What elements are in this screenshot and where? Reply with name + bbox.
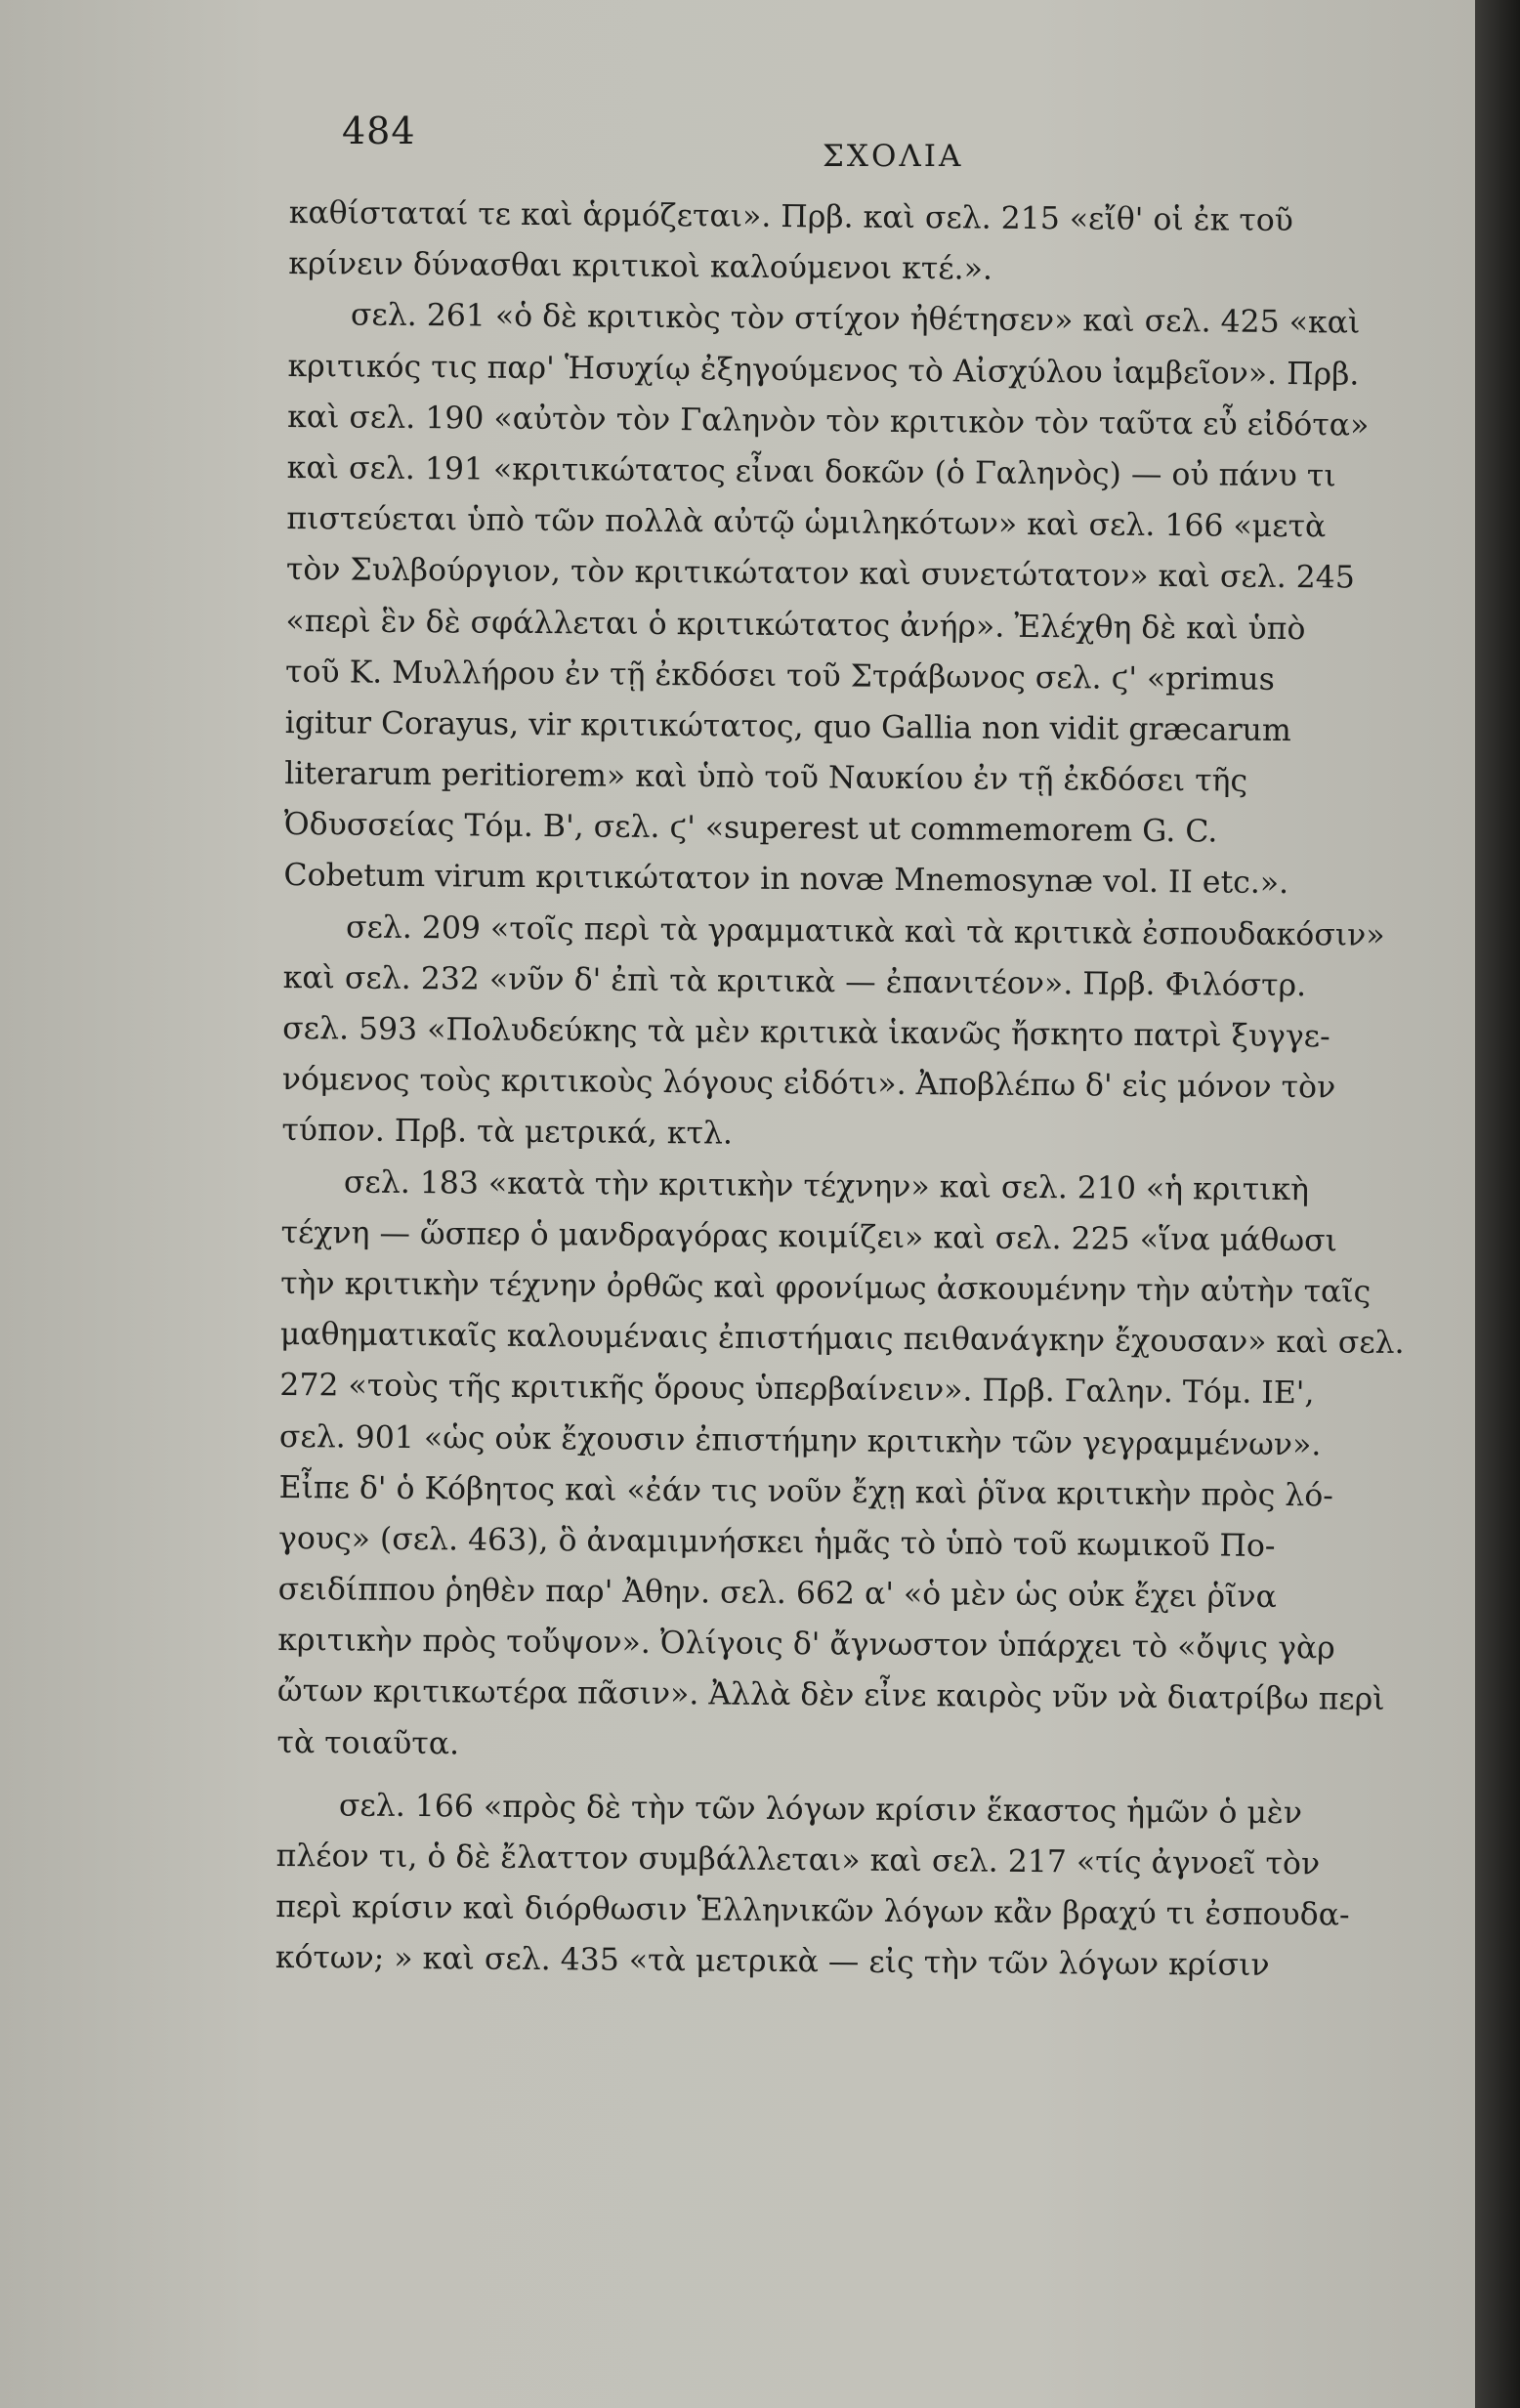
scan-edge xyxy=(1475,0,1520,2408)
text-line: κότων; » καὶ σελ. 435 «τὰ μετρικὰ — εἰς τὴν τῶν λόγων κρίσιν xyxy=(274,1940,1270,1984)
text-line: καθίσταταί τε καὶ ἁρμόζεται». Πρβ. καὶ σελ. 215 «εἴθ' οἱ ἐκ τοῦ xyxy=(288,194,1294,239)
page-header xyxy=(0,109,1475,178)
text-line: σελ. 209 «τοῖς περὶ τὰ γραμματικὰ καὶ τὰ κριτικὰ ἐσπουδακόσιν» xyxy=(345,909,1385,953)
text-line: κριτικός τις παρ' Ἡσυχίῳ ἐξηγούμενος τὸ Αἰσχύλου ἰαμβεῖον». Πρβ. xyxy=(287,348,1360,393)
text-line: σελ. 901 «ὡς οὐκ ἔχουσιν ἐπιστήμην κριτικὴν τῶν γεγραμμένων». xyxy=(278,1418,1322,1462)
text-line: literarum peritiorem» καὶ ὑπὸ τοῦ Ναυκίου ἐν τῇ ἐκδόσει τῆς xyxy=(284,756,1248,799)
text-line: μαθηματικαῖς καλουμέναις ἐπιστήμαις πειθανάγκην ἔχουσαν» καὶ σελ. xyxy=(279,1317,1405,1362)
text-line: κριτικὴν πρὸς τοὔψον». Ὀλίγοις δ' ἄγνωστον ὑπάρχει τὸ «ὄψις γὰρ xyxy=(277,1623,1335,1667)
running-head: ΣΧΟΛΙΑ xyxy=(823,139,964,174)
text-line: σελ. 166 «πρὸς δὲ τὴν τῶν λόγων κρίσιν ἕκαστος ἡμῶν ὁ μὲν xyxy=(338,1788,1303,1832)
text-line: τὰ τοιαῦτα. xyxy=(276,1724,460,1762)
text-line: Εἶπε δ' ὁ Κόβητος καὶ «ἐάν τις νοῦν ἔχῃ καὶ ῥῖνα κριτικὴν πρὸς λό- xyxy=(278,1469,1334,1514)
text-line: τὴν κριτικὴν τέχνην ὀρθῶς καὶ φρονίμως ἀσκουμένην τὴν αὐτὴν ταῖς xyxy=(280,1265,1372,1310)
text-line: γους» (σελ. 463), ὃ ἀναμιμνήσκει ἡμᾶς τὸ ὑπὸ τοῦ κωμικοῦ Πο- xyxy=(277,1520,1276,1564)
text-line: σελ. 261 «ὁ δὲ κριτικὸς τὸν στίχον ἠθέτησεν» καὶ σελ. 425 «καὶ xyxy=(350,297,1361,341)
text-line: Cobetum virum κριτικώτατον in novæ Mnemosynæ vol. II etc.». xyxy=(283,858,1289,902)
text-line: καὶ σελ. 191 «κριτικώτατος εἶναι δοκῶν (ὁ Γαληνὸς) — οὐ πάνυ τι xyxy=(286,449,1336,494)
text-line: καὶ σελ. 232 «νῦν δ' ἐπὶ τὰ κριτικὰ — ἐπανιτέον». Πρβ. Φιλόστρ. xyxy=(282,959,1307,1004)
text-line: σελ. 183 «κατὰ τὴν κριτικὴν τέχνην» καὶ σελ. 210 «ἡ κριτικὴ xyxy=(343,1164,1310,1207)
text-line: κρίνειν δύνασθαι κριτικοὶ καλούμενοι κτέ.». xyxy=(288,246,993,287)
text-line: τοῦ Κ. Μυλλήρου ἐν τῇ ἐκδόσει τοῦ Στράβωνος σελ. ϛ' «primus xyxy=(284,654,1275,697)
text-line: πιστεύεται ὑπὸ τῶν πολλὰ αὐτῷ ὡμιληκότων» καὶ σελ. 166 «μετὰ xyxy=(286,501,1327,545)
text-line: τέχνη — ὥσπερ ὁ μανδραγόρας κοιμίζει» καὶ σελ. 225 «ἵνα μάθωσι xyxy=(280,1214,1338,1259)
text-line: «περὶ ἓν δὲ σφάλλεται ὁ κριτικώτατος ἀνήρ». Ἐλέχθη δὲ καὶ ὑπὸ xyxy=(285,603,1306,647)
text-line: τύπον. Πρβ. τὰ μετρικά, κτλ. xyxy=(281,1113,734,1152)
text-line: 272 «τοὺς τῆς κριτικῆς ὅρους ὑπερβαίνειν». Πρβ. Γαλην. Τόμ. ΙΕ', xyxy=(279,1368,1315,1412)
text-line: καὶ σελ. 190 «αὐτὸν τὸν Γαληνὸν τὸν κριτικὸν τὸν ταῦτα εὖ εἰδότα» xyxy=(287,399,1370,444)
text-line: σελ. 593 «Πολυδεύκης τὰ μὲν κριτικὰ ἱκανῶς ἤσκητο πατρὶ ξυγγε- xyxy=(282,1010,1330,1055)
text-line: σειδίππου ῥηθὲν παρ' Ἀθην. σελ. 662 α' «ὁ μὲν ὡς οὐκ ἔχει ῥῖνα xyxy=(277,1572,1278,1616)
text-line: τὸν Συλβούργιον, τὸν κριτικώτατον καὶ συνετώτατον» καὶ σελ. 245 xyxy=(285,552,1355,596)
text-line: igitur Corayus, vir κριτικώτατος, quo Gallia non vidit græcarum xyxy=(284,704,1291,748)
body-text xyxy=(275,188,1471,1993)
text-line: περὶ κρίσιν καὶ διόρθωσιν Ἑλληνικῶν λόγων κἂν βραχύ τι ἐσπουδα- xyxy=(275,1889,1350,1933)
page-number: 484 xyxy=(342,109,416,152)
text-line: ὤτων κριτικωτέρα πᾶσιν». Ἀλλὰ δὲν εἶνε καιρὸς νῦν νὰ διατρίβω περὶ xyxy=(276,1673,1385,1718)
text-line: πλέον τι, ὁ δὲ ἔλαττον συμβάλλεται» καὶ σελ. 217 «τίς ἀγνοεῖ τὸν xyxy=(275,1838,1321,1882)
text-line: νόμενος τοὺς κριτικοὺς λόγους εἰδότι». Ἀποβλέπω δ' εἰς μόνον τὸν xyxy=(281,1062,1336,1106)
text-line: Ὀδυσσείας Τόμ. Β', σελ. ϛ' «superest ut commemorem G. C. xyxy=(283,807,1218,850)
